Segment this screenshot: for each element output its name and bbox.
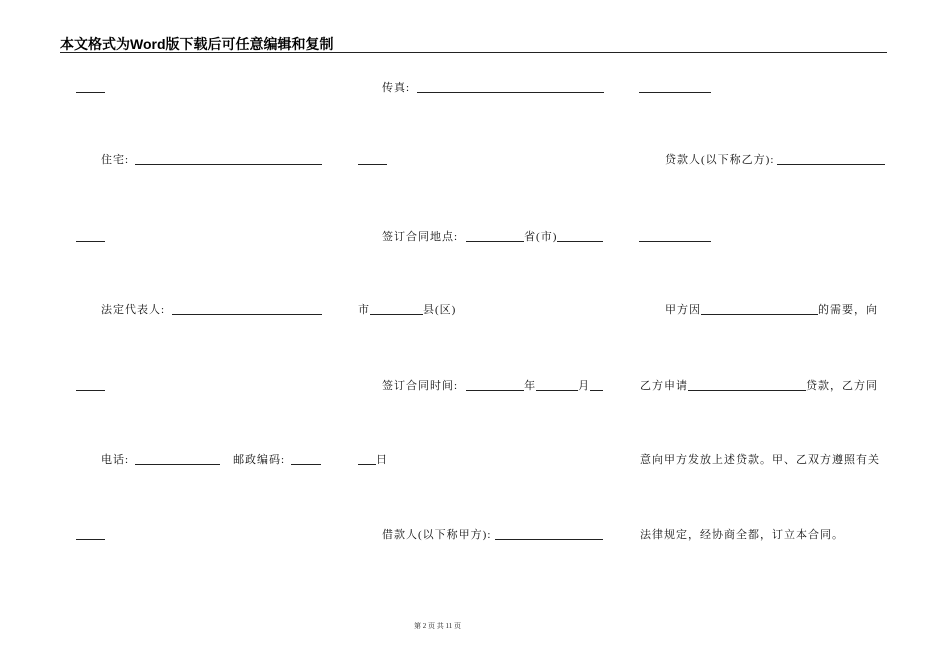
borrower-row (382, 528, 603, 542)
purpose-row (665, 303, 878, 317)
fax-row (382, 81, 604, 95)
day-row (358, 453, 388, 467)
agreement-line-2: 法律规定，经协商全都，订立本合同。 (640, 529, 844, 541)
sign-time-row (382, 379, 603, 393)
col1-blank-row-2 (76, 230, 105, 244)
fax-blank (417, 82, 604, 93)
lender-blank (777, 154, 885, 165)
legal-rep-row (101, 303, 322, 317)
blank-line (639, 82, 711, 93)
col3-blank-row-1 (639, 81, 711, 95)
postal-blank (291, 454, 321, 465)
year-blank (466, 380, 524, 391)
fax-label: 传真: (382, 82, 411, 94)
day-text: 日 (376, 454, 388, 466)
phone-label: 电话: (101, 454, 130, 466)
col1-blank-row-1 (76, 81, 105, 95)
blank-line (358, 154, 387, 165)
borrower-blank (495, 529, 603, 540)
col3-blank-row-2 (639, 230, 711, 244)
blank-line (639, 231, 711, 242)
year-text: 年 (524, 380, 537, 392)
city-text: 市 (358, 304, 370, 316)
county-text: 县(区) (423, 304, 457, 316)
residence-blank (135, 154, 322, 165)
blank-line (76, 380, 105, 391)
sign-place-label: 签订合同地点: (382, 231, 459, 243)
city-county-row (358, 303, 456, 317)
header-title: 本文格式为Word版下载后可任意编辑和复制 (60, 36, 334, 52)
loan-apply-text-a: 乙方申请 (640, 380, 688, 392)
phone-postal-row (101, 453, 321, 467)
legal-rep-blank (172, 304, 322, 315)
month-blank (536, 380, 578, 391)
purpose-text-b: 的需要，向 (818, 304, 878, 316)
borrower-label: 借款人(以下称甲方): (382, 529, 492, 541)
county-blank (370, 304, 423, 315)
col1-blank-row-3 (76, 379, 105, 393)
loan-apply-text-b: 贷款，乙方同 (806, 380, 878, 392)
page-number: 第 2 页 共 11 页 (414, 622, 461, 630)
blank-line (76, 82, 105, 93)
agreement-line-1: 意向甲方发放上述贷款。甲、乙双方遵照有关 (640, 454, 880, 466)
residence-label: 住宅: (101, 154, 130, 166)
purpose-text-a: 甲方因 (665, 304, 701, 316)
loan-apply-row (640, 379, 878, 393)
postal-label: 邮政编码: (233, 454, 286, 466)
day-blank-start (590, 380, 603, 391)
day-blank (358, 454, 376, 465)
province-blank (466, 231, 524, 242)
lender-label: 贷款人(以下称乙方): (665, 154, 775, 166)
header-divider (60, 52, 887, 53)
phone-blank (135, 454, 220, 465)
loan-amount-blank (688, 380, 806, 391)
sign-place-row (382, 230, 603, 244)
province-text: 省(市) (524, 231, 558, 243)
legal-rep-label: 法定代表人: (101, 304, 166, 316)
purpose-blank (701, 304, 818, 315)
city-blank (557, 231, 603, 242)
lender-row (665, 153, 885, 167)
month-text: 月 (578, 380, 591, 392)
col2-blank-row-1 (358, 153, 387, 167)
residence-row (101, 153, 322, 167)
col1-blank-row-4 (76, 528, 105, 542)
blank-line (76, 231, 105, 242)
sign-time-label: 签订合同时间: (382, 380, 459, 392)
blank-line (76, 529, 105, 540)
